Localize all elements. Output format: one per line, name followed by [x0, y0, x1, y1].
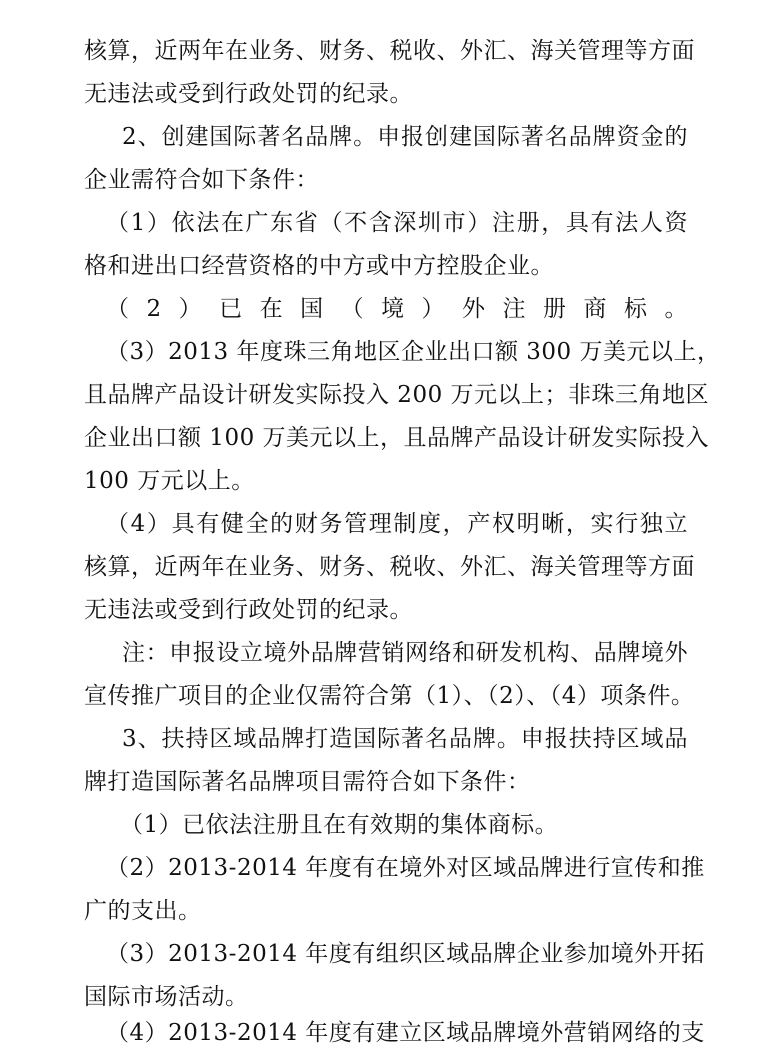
line-24: （4）2013-2014 年度有建立区域品牌境外营销网络的支 [106, 1020, 705, 1046]
line-8: （3）2013 年度珠三角地区企业出口额 300 万美元以上， [106, 339, 721, 365]
line-12: （4）具有健全的财务管理制度，产权明晰，实行独立 [106, 511, 688, 537]
line-3: 2、创建国际著名品牌。申报创建国际著名品牌资金的 [122, 124, 688, 150]
line-17: 3、扶持区域品牌打造国际著名品牌。申报扶持区域品 [122, 726, 688, 752]
line-13: 核算，近两年在业务、财务、税收、外汇、海关管理等方面 [84, 554, 695, 580]
line-22: （3）2013-2014 年度有组织区域品牌企业参加境外开拓 [106, 941, 705, 967]
line-10: 企业出口额 100 万美元以上，且品牌产品设计研发实际投入 [84, 425, 710, 451]
line-23: 国际市场活动。 [84, 984, 249, 1010]
line-16: 宣传推广项目的企业仅需符合第（1）、（2）、（4）项条件。 [84, 683, 695, 709]
line-5: （1）依法在广东省（不含深圳市）注册，具有法人资 [106, 210, 688, 236]
line-9: 且品牌产品设计研发实际投入 200 万元以上；非珠三角地区 [84, 382, 710, 408]
line-19: （1）已依法注册且在有效期的集体商标。 [120, 812, 559, 838]
line-14: 无违法或受到行政处罚的纪录。 [84, 597, 413, 623]
line-18: 牌打造国际著名品牌项目需符合如下条件： [84, 769, 531, 795]
line-15: 注：申报设立境外品牌营销网络和研发机构、品牌境外 [122, 640, 688, 666]
line-20: （2）2013-2014 年度有在境外对区域品牌进行宣传和推 [106, 855, 705, 881]
line-11: 100 万元以上。 [84, 468, 255, 494]
line-2: 无违法或受到行政处罚的纪录。 [84, 81, 413, 107]
line-1: 核算，近两年在业务、财务、税收、外汇、海关管理等方面 [84, 38, 695, 64]
line-7: （2）已在国（境）外注册商标。 [106, 296, 688, 322]
line-6: 格和进出口经营资格的中方或中方控股企业。 [84, 253, 554, 279]
line-4: 企业需符合如下条件： [84, 167, 319, 193]
line-21: 广的支出。 [84, 898, 202, 924]
